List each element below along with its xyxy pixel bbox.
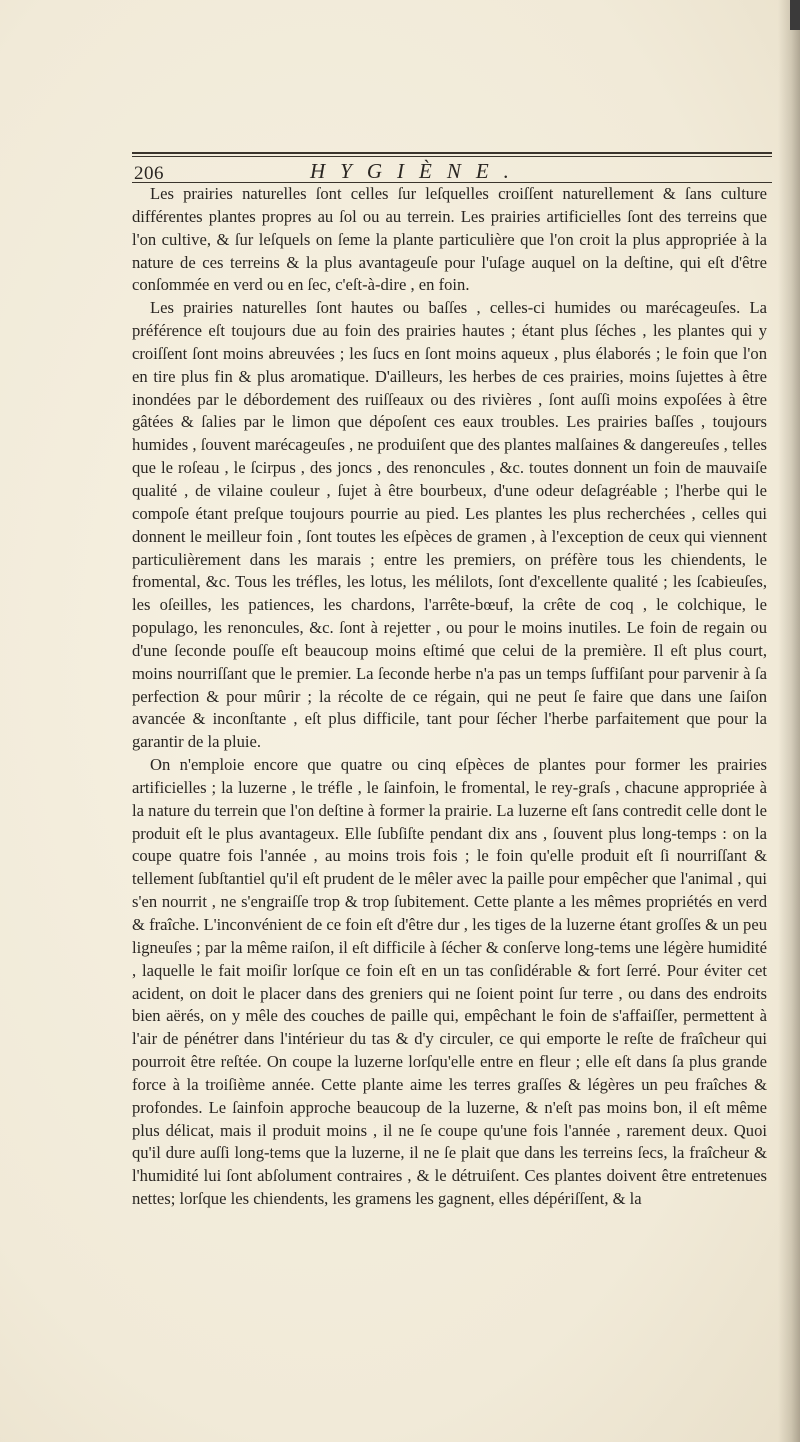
running-title: HYGIÈNE.	[310, 159, 524, 183]
corner-mark	[790, 0, 800, 30]
paragraph: On n'emploie encore que quatre ou cinq eſpèces de plantes pour former les prairies artificielles ; la luzerne , le tréfle , le ſainfoin, le fromental, le rey-graſs , chacune appropriée à la nature du terrein que l'on deſtine à former la prairie. La luzerne eſt ſans contredit celle dont le produit eſt le plus avantageux. Elle ſubſiſte pendant dix ans , ſouvent plus long-temps : on la coupe quatre fois l'année , au moins trois fois ; le foin qu'elle produit eſt ſi nourriſſant & tellement ſubſtantiel qu'il eſt prudent de le mêler avec la paille pour empêcher que l'animal , qui s'en nourrit , ne s'engraiſſe trop & trop ſubitement. Cette plante a les mêmes propriétés en verd & fraîche. L'inconvénient de ce foin eſt d'être dur , les tiges de la luzerne étant groſſes & un peu ligneuſes ; par la même raiſon, il eſt difficile à ſécher & conſerve long-tems une légère humidité , laquelle le fait moiſir lorſque ce foin eſt en un tas conſidérable & fort ſerré. Pour éviter cet acident, on doit le placer dans des greniers qui ne ſoient point ſur terre , ou dans des endroits bien aërés, on y mêle des couches de paille qui, empêchant le foin de s'affaiſſer, permettent à l'air de pénétrer dans l'intérieur du tas & d'y circuler, ce qui emporte le reſte de fraîcheur qui pourroit être reſtée. On coupe la luzerne lorſqu'elle entre en fleur ; elle eſt dans ſa plus grande force à la troiſième année. Cette plante aime les terres graſſes & légères un peu fraîches & profondes. Le ſainfoin approche beaucoup de la luzerne, & n'eſt pas moins bon, il eſt même plus délicat, mais il produit moins , il ne ſe coupe qu'une fois l'année , rarement deux. Quoi qu'il dure auſſi long-tems que la luzerne, il ne ſe plait que dans les terreins ſecs, la fraîcheur & l'humidité lui ſont abſolument contraires , & le détruiſent. Ces plantes doivent être entretenues nettes; lorſque les chiendents, les gramens les gagnent, elles dépériſſent, & la	[132, 755, 767, 1209]
header-rule-top-thin	[132, 156, 772, 157]
paragraph: Les prairies naturelles ſont celles ſur leſquelles croiſſent naturellement & ſans culture différentes plantes propres au ſol ou au terrein. Les prairies artificielles ſont des terreins que l'on cultive, & ſur leſquels on ſeme la plante particulière que l'on croit la plus appropriée à la nature de ces terreins & la plus avantageuſe pour l'uſage auquel on la deſtine, qui eſt d'être conſommée en verd ou en ſec, c'eſt-à-dire , en foin.	[132, 184, 767, 295]
header-rule-top	[132, 152, 772, 154]
page-number: 206	[134, 163, 164, 184]
body-text	[132, 183, 767, 1211]
page-spine-shadow	[778, 0, 800, 1442]
paragraph: Les prairies naturelles ſont hautes ou baſſes , celles-ci humides ou marécageuſes. La préférence eſt toujours due au foin des prairies hautes ; étant plus ſéches , les plantes qui y croiſſent ſont moins abreuvées ; les ſucs en ſont moins aqueux , plus élaborés ; le foin que l'on en tire plus fin & plus aromatique. D'ailleurs, les herbes de ces prairies, moins ſujettes à être inondées par le débordement des ruiſſeaux ou des rivières , ſont auſſi moins expoſées à être gâtées & ſalies par le limon que dépoſent ces eaux troubles. Les prairies baſſes , toujours humides , ſouvent marécageuſes , ne produiſent que des plantes malſaines & dangereuſes , telles que le roſeau , le ſcirpus , des joncs , des renoncules , &c. toutes donnent un foin de mauvaiſe qualité , de vilaine couleur , ſujet à être bourbeux, d'une odeur deſagréable ; l'herbe qui le compoſe étant preſque toujours pourrie au pied. Les plantes les plus recherchées , celles qui donnent le meilleur foin , ſont toutes les eſpèces de gramen , à l'exception de ceux qui viennent particulièrement dans les marais ; entre les premiers, on préfère tous les chiendents, le fromental, &c. Tous les tréfles, les lotus, les mélilots, ſont d'excellente qualité ; les ſcabieuſes, les oſeilles, les patiences, les chardons, l'arrête-bœuf, la crête de coq , le colchique, le populago, les renoncules, &c. ſont à rejetter , ou pour le moins inutiles. Le foin de regain ou d'une ſeconde pouſſe eſt beaucoup moins eſtimé que celui de la première. Il eſt plus court, moins nourriſſant que le premier. La ſeconde herbe n'a pas un temps ſuffiſant pour parvenir à ſa perfection & pour mûrir ; la récolte de ce régain, qui ne peut ſe faire que dans une ſaiſon avancée & inconſtante , eſt plus difficile, tant pour ſécher l'herbe parfaitement que pour la garantir de la pluie.	[132, 298, 767, 752]
